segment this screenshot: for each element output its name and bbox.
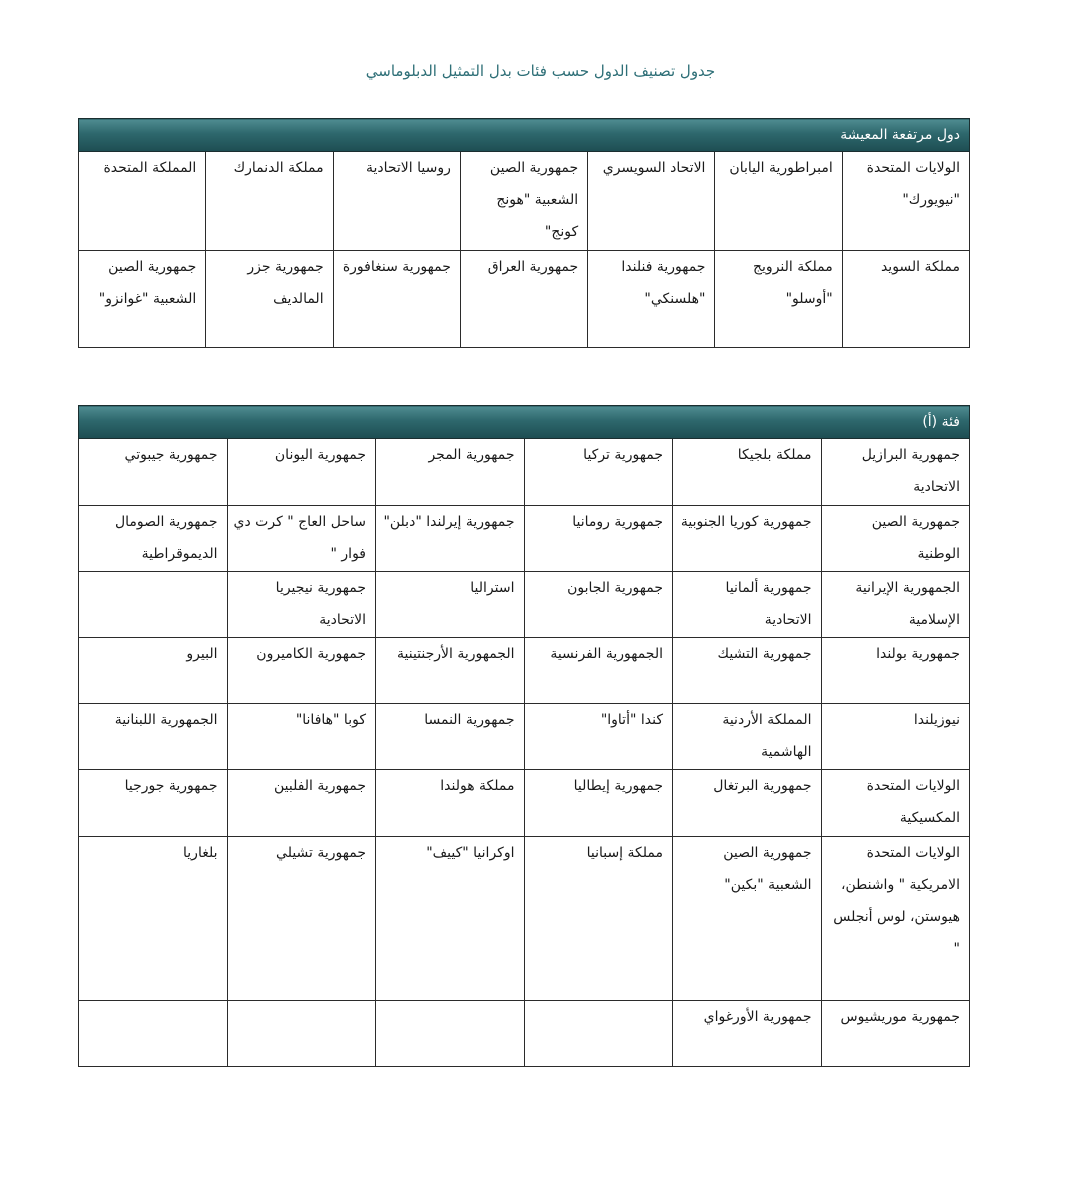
table-cell: جمهورية تركيا xyxy=(524,439,673,506)
table-cell xyxy=(376,1001,525,1067)
table-cell: امبراطورية اليابان xyxy=(715,152,842,251)
table-cell: الولايات المتحدة الامريكية " واشنطن، هيوستن، لوس أنجلس " xyxy=(821,837,970,1001)
table-cell: جمهورية الصين الوطنية xyxy=(821,506,970,572)
table-cell: اوكرانيا "كييف" xyxy=(376,837,525,1001)
page-title: جدول تصنيف الدول حسب فئات بدل التمثيل الدبلوماسي xyxy=(365,62,716,80)
table-row xyxy=(79,837,970,1001)
table-cell: جمهورية جزر المالديف xyxy=(206,251,333,348)
table-cell: روسيا الاتحادية xyxy=(333,152,460,251)
table-cell: جمهورية الأورغواي xyxy=(673,1001,822,1067)
table-header-category-a: فئة (أ) xyxy=(79,406,970,439)
table-cell: ساحل العاج " كرت دي فوار " xyxy=(227,506,376,572)
table-row xyxy=(79,506,970,572)
table-cell: مملكة هولندا xyxy=(376,770,525,837)
table-cell xyxy=(227,1001,376,1067)
table-cell: استراليا xyxy=(376,572,525,638)
table-cell: جمهورية الجابون xyxy=(524,572,673,638)
table-cell: كوبا "هافانا" xyxy=(227,704,376,770)
table-cell xyxy=(79,572,228,638)
table-row xyxy=(79,251,970,348)
table-cell xyxy=(79,1001,228,1067)
table-cell: جمهورية فنلندا "هلسنكي" xyxy=(588,251,715,348)
table-cell: الجمهورية الفرنسية xyxy=(524,638,673,704)
table-cell: جمهورية رومانيا xyxy=(524,506,673,572)
table-cell: جمهورية الصين الشعبية "بكين" xyxy=(673,837,822,1001)
table-cell: جمهورية إيطاليا xyxy=(524,770,673,837)
table-row xyxy=(79,638,970,704)
table-cell: نيوزيلندا xyxy=(821,704,970,770)
table-cell: جمهورية نيجيريا الاتحادية xyxy=(227,572,376,638)
table-cell xyxy=(524,1001,673,1067)
table-cell: جمهورية تشيلي xyxy=(227,837,376,1001)
table-cell: جمهورية ألمانيا الاتحادية xyxy=(673,572,822,638)
table-cell: الاتحاد السويسري xyxy=(588,152,715,251)
table-cell: جمهورية كوريا الجنوبية xyxy=(673,506,822,572)
category-a-table xyxy=(78,405,970,1067)
table-cell: جمهورية البرتغال xyxy=(673,770,822,837)
table-cell: جمهورية اليونان xyxy=(227,439,376,506)
table-cell: جمهورية الصين الشعبية "غوانزو" xyxy=(79,251,206,348)
table-cell: جمهورية بولندا xyxy=(821,638,970,704)
table-cell: المملكة المتحدة xyxy=(79,152,206,251)
table-row xyxy=(79,770,970,837)
table-row xyxy=(79,704,970,770)
table-cell: جمهورية جيبوتي xyxy=(79,439,228,506)
table-cell: جمهورية النمسا xyxy=(376,704,525,770)
table-cell: جمهورية البرازيل الاتحادية xyxy=(821,439,970,506)
table-cell: الولايات المتحدة المكسيكية xyxy=(821,770,970,837)
table-cell: جمهورية المجر xyxy=(376,439,525,506)
high-cost-countries-table xyxy=(78,118,970,348)
table-cell: جمهورية الصين الشعبية "هونج كونج" xyxy=(460,152,587,251)
table-cell: الجمهورية اللبنانية xyxy=(79,704,228,770)
table-cell: مملكة الدنمارك xyxy=(206,152,333,251)
table-cell: الجمهورية الأرجنتينية xyxy=(376,638,525,704)
table-cell: مملكة النرويج "أوسلو" xyxy=(715,251,842,348)
table-cell: جمهورية جورجيا xyxy=(79,770,228,837)
table-cell: جمهورية التشيك xyxy=(673,638,822,704)
table-cell: الجمهورية الإيرانية الإسلامية xyxy=(821,572,970,638)
table-row xyxy=(79,572,970,638)
table-row xyxy=(79,152,970,251)
table-cell: جمهورية سنغافورة xyxy=(333,251,460,348)
table-row xyxy=(79,439,970,506)
table-cell: جمهورية الصومال الديموقراطية xyxy=(79,506,228,572)
table-cell: مملكة السويد xyxy=(842,251,969,348)
table-cell: الولايات المتحدة "نيويورك" xyxy=(842,152,969,251)
table-cell: بلغاريا xyxy=(79,837,228,1001)
table-cell: مملكة إسبانيا xyxy=(524,837,673,1001)
table-cell: جمهورية العراق xyxy=(460,251,587,348)
table-cell: جمهورية الكاميرون xyxy=(227,638,376,704)
table-cell: كندا "أتاوا" xyxy=(524,704,673,770)
table-header-high-cost: دول مرتفعة المعيشة xyxy=(79,119,970,152)
table-cell: جمهورية إيرلندا "دبلن" xyxy=(376,506,525,572)
table-cell: مملكة بلجيكا xyxy=(673,439,822,506)
table-cell: المملكة الأردنية الهاشمية xyxy=(673,704,822,770)
table-row xyxy=(79,1001,970,1067)
table-cell: جمهورية موريشيوس xyxy=(821,1001,970,1067)
table-cell: البيرو xyxy=(79,638,228,704)
table-cell: جمهورية الفلبين xyxy=(227,770,376,837)
